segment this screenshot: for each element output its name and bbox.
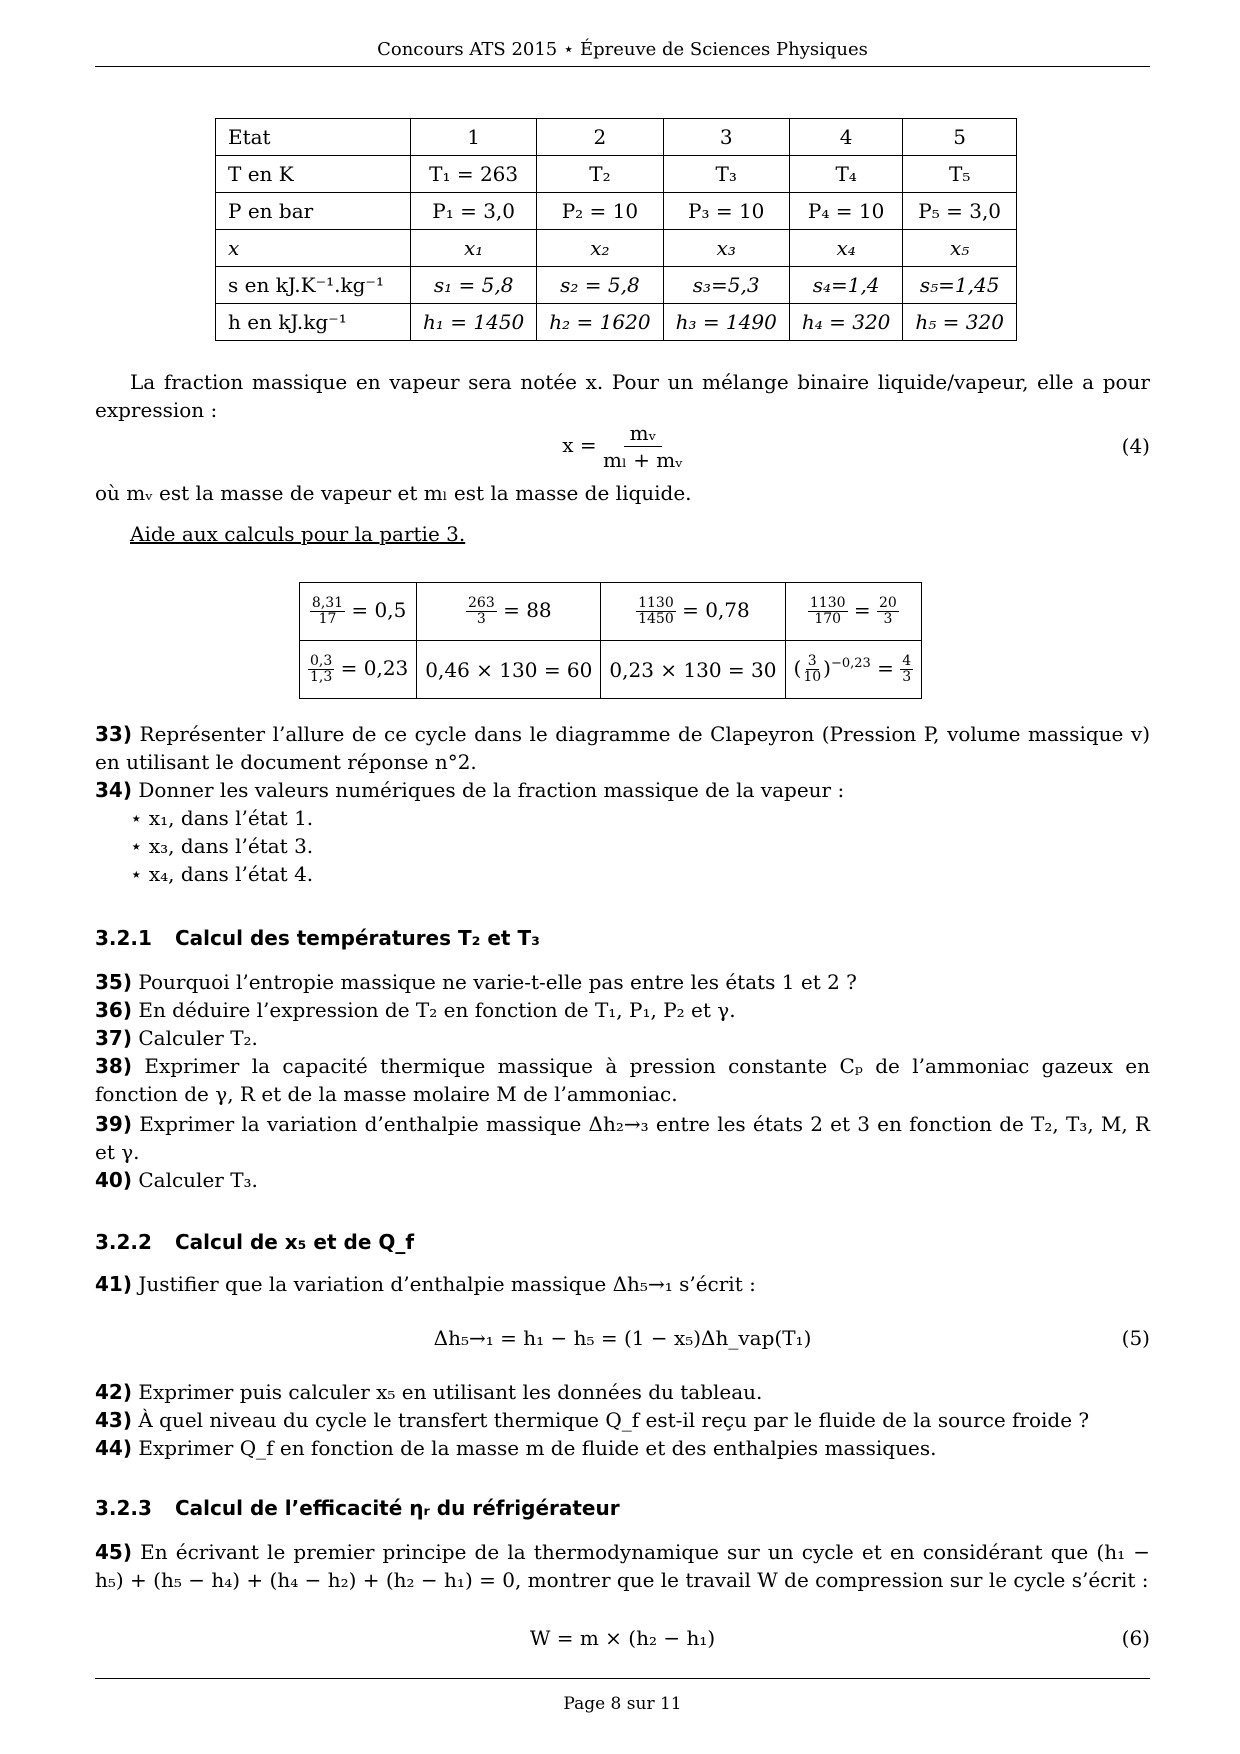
table-cell: 4 — [789, 119, 903, 156]
list-item: ⋆ x₄, dans l’état 4. — [130, 862, 314, 886]
table-cell: T₅ — [903, 156, 1017, 193]
table-cell: s₁ = 5,8 — [411, 267, 537, 304]
table-cell: x₁ — [411, 230, 537, 267]
row-label: x — [216, 230, 411, 267]
eq6-number: (6) — [1121, 1626, 1150, 1650]
question-43: 43) À quel niveau du cycle le transfert thermique Q_f est-il reçu par le fluide de la source froide ? — [95, 1408, 1090, 1432]
eq5-text: Δh₅→₁ = h₁ − h₅ = (1 − x₅)Δh_vap(T₁) — [433, 1326, 812, 1350]
table-cell: T₂ — [537, 156, 663, 193]
table-row — [216, 304, 1017, 341]
row-label: h en kJ.kg⁻¹ — [216, 304, 411, 341]
footer-rule — [95, 1678, 1150, 1679]
eq4-numerator: mᵥ — [624, 420, 662, 447]
table-cell: T₁ = 263 — [411, 156, 537, 193]
table-cell: P₂ = 10 — [537, 193, 663, 230]
table-cell: x₄ — [789, 230, 903, 267]
eq4-denominator: mₗ + mᵥ — [603, 448, 683, 472]
table-cell: 1 — [411, 119, 537, 156]
table-cell: 3 — [663, 119, 789, 156]
question-45: 45) En écrivant le premier principe de la thermodynamique sur un cycle et en considérant que (h₁ − h₅) + (h₅ − h₄) + (h₄ − h₂) + (h₂ − h₁) = 0, montrer que le travail W de compression sur le cycle s’écrit : — [95, 1540, 1151, 1592]
table-cell: x₂ — [537, 230, 663, 267]
aide-cell: $\frac{0,3}{1,3}$ = 0,23 — [300, 641, 417, 699]
question-39: 39) Exprimer la variation d’enthalpie massique Δh₂→₃ entre les états 2 et 3 en fonction de T₂, T₃, M, R et γ. — [95, 1112, 1150, 1164]
fraction-paragraph: La fraction massique en vapeur sera notée x. Pour un mélange binaire liquide/vapeur, elle a pour expression : — [95, 370, 1150, 422]
eq6-text: W = m × (h₂ − h₁) — [529, 1626, 716, 1650]
table-cell: P₅ = 3,0 — [903, 193, 1017, 230]
aide-cell: $\frac{8,31}{17}$ = 0,5 — [300, 583, 417, 641]
section-3-2-2-heading: 3.2.2 Calcul de x₅ et de Q_f — [95, 1230, 415, 1254]
section-3-2-1-heading: 3.2.1 Calcul des températures T₂ et T₃ — [95, 926, 540, 950]
table-cell: P₄ = 10 — [789, 193, 903, 230]
bullet-list — [130, 804, 313, 888]
question-34: 34) Donner les valeurs numériques de la fraction massique de la vapeur : — [95, 778, 845, 802]
list-item: ⋆ x₃, dans l’état 3. — [130, 834, 314, 858]
row-label: s en kJ.K⁻¹.kg⁻¹ — [216, 267, 411, 304]
table-cell: h₄ = 320 — [789, 304, 903, 341]
question-42: 42) Exprimer puis calculer x₅ en utilisant les données du tableau. — [95, 1380, 763, 1404]
aide-cell: $\frac{1130}{1450}$ = 0,78 — [601, 583, 785, 641]
table-cell: h₂ = 1620 — [537, 304, 663, 341]
table-cell: h₁ = 1450 — [411, 304, 537, 341]
aide-table — [299, 582, 922, 699]
aide-cell: $\frac{263}{3}$ = 88 — [417, 583, 601, 641]
table-cell: s₅=1,45 — [903, 267, 1017, 304]
where-text: où mᵥ est la masse de vapeur et mₗ est la masse de liquide. — [95, 481, 692, 505]
eq5-number: (5) — [1121, 1326, 1150, 1350]
table-cell: x₅ — [903, 230, 1017, 267]
table-cell: x₃ — [663, 230, 789, 267]
table-cell: P₁ = 3,0 — [411, 193, 537, 230]
table-cell: h₅ = 320 — [903, 304, 1017, 341]
equation-6 — [95, 1624, 1150, 1654]
aide-cell: 0,23 × 130 = 30 — [601, 641, 785, 699]
table-row — [216, 119, 1017, 156]
table-cell: s₂ = 5,8 — [537, 267, 663, 304]
table-cell: 2 — [537, 119, 663, 156]
page-header: Concours ATS 2015 ⋆ Épreuve de Sciences Physiques — [377, 39, 868, 60]
table-cell: 5 — [903, 119, 1017, 156]
question-36: 36) En déduire l’expression de T₂ en fonction de T₁, P₁, P₂ et γ. — [95, 998, 736, 1022]
eq4-number: (4) — [1121, 434, 1150, 458]
table-row — [216, 267, 1017, 304]
question-40: 40) Calculer T₃. — [95, 1168, 258, 1192]
question-41: 41) Justifier que la variation d’enthalpie massique Δh₅→₁ s’écrit : — [95, 1272, 756, 1296]
state-table — [215, 118, 1017, 341]
table-cell: h₃ = 1490 — [663, 304, 789, 341]
table-cell: P₃ = 10 — [663, 193, 789, 230]
table-cell: s₃=5,3 — [663, 267, 789, 304]
table-row — [216, 156, 1017, 193]
aide-cell: 0,46 × 130 = 60 — [417, 641, 601, 699]
question-33: 33) Représenter l’allure de ce cycle dans le diagramme de Clapeyron (Pression P, volume massique v) en utilisant le document réponse n°2. — [95, 722, 1150, 774]
section-3-2-3-heading: 3.2.3 Calcul de l’efficacité ηᵣ du réfrigérateur — [95, 1496, 620, 1520]
table-cell: s₄=1,4 — [789, 267, 903, 304]
equation-4 — [95, 420, 1150, 476]
question-44: 44) Exprimer Q_f en fonction de la masse m de fluide et des enthalpies massiques. — [95, 1436, 937, 1460]
aide-cell: ( $\frac{3}{10}$ )$^{-0,23}$ = $\frac{4}{3}$ — [785, 641, 922, 699]
row-label: P en bar — [216, 193, 411, 230]
question-35: 35) Pourquoi l’entropie massique ne varie-t-elle pas entre les états 1 et 2 ? — [95, 970, 857, 994]
aide-cell: $\frac{1130}{170}$ = $\frac{20}{3}$ — [785, 583, 922, 641]
equation-5 — [95, 1324, 1150, 1354]
eq4-lhs: x = — [562, 433, 597, 457]
row-label: T en K — [216, 156, 411, 193]
aide-title: Aide aux calculs pour la partie 3. — [130, 522, 466, 546]
row-label: Etat — [216, 119, 411, 156]
question-37: 37) Calculer T₂. — [95, 1026, 258, 1050]
table-row — [216, 230, 1017, 267]
question-38: 38) Exprimer la capacité thermique massique à pression constante Cₚ de l’ammoniac gazeux en fonction de γ, R et de la masse molaire M de l’ammoniac. — [95, 1054, 1150, 1106]
table-cell: T₄ — [789, 156, 903, 193]
list-item: ⋆ x₁, dans l’état 1. — [130, 806, 314, 830]
table-cell: T₃ — [663, 156, 789, 193]
eq4-fraction — [603, 420, 683, 473]
header-rule — [95, 66, 1150, 67]
table-row — [216, 193, 1017, 230]
page-footer: Page 8 sur 11 — [563, 1694, 682, 1714]
